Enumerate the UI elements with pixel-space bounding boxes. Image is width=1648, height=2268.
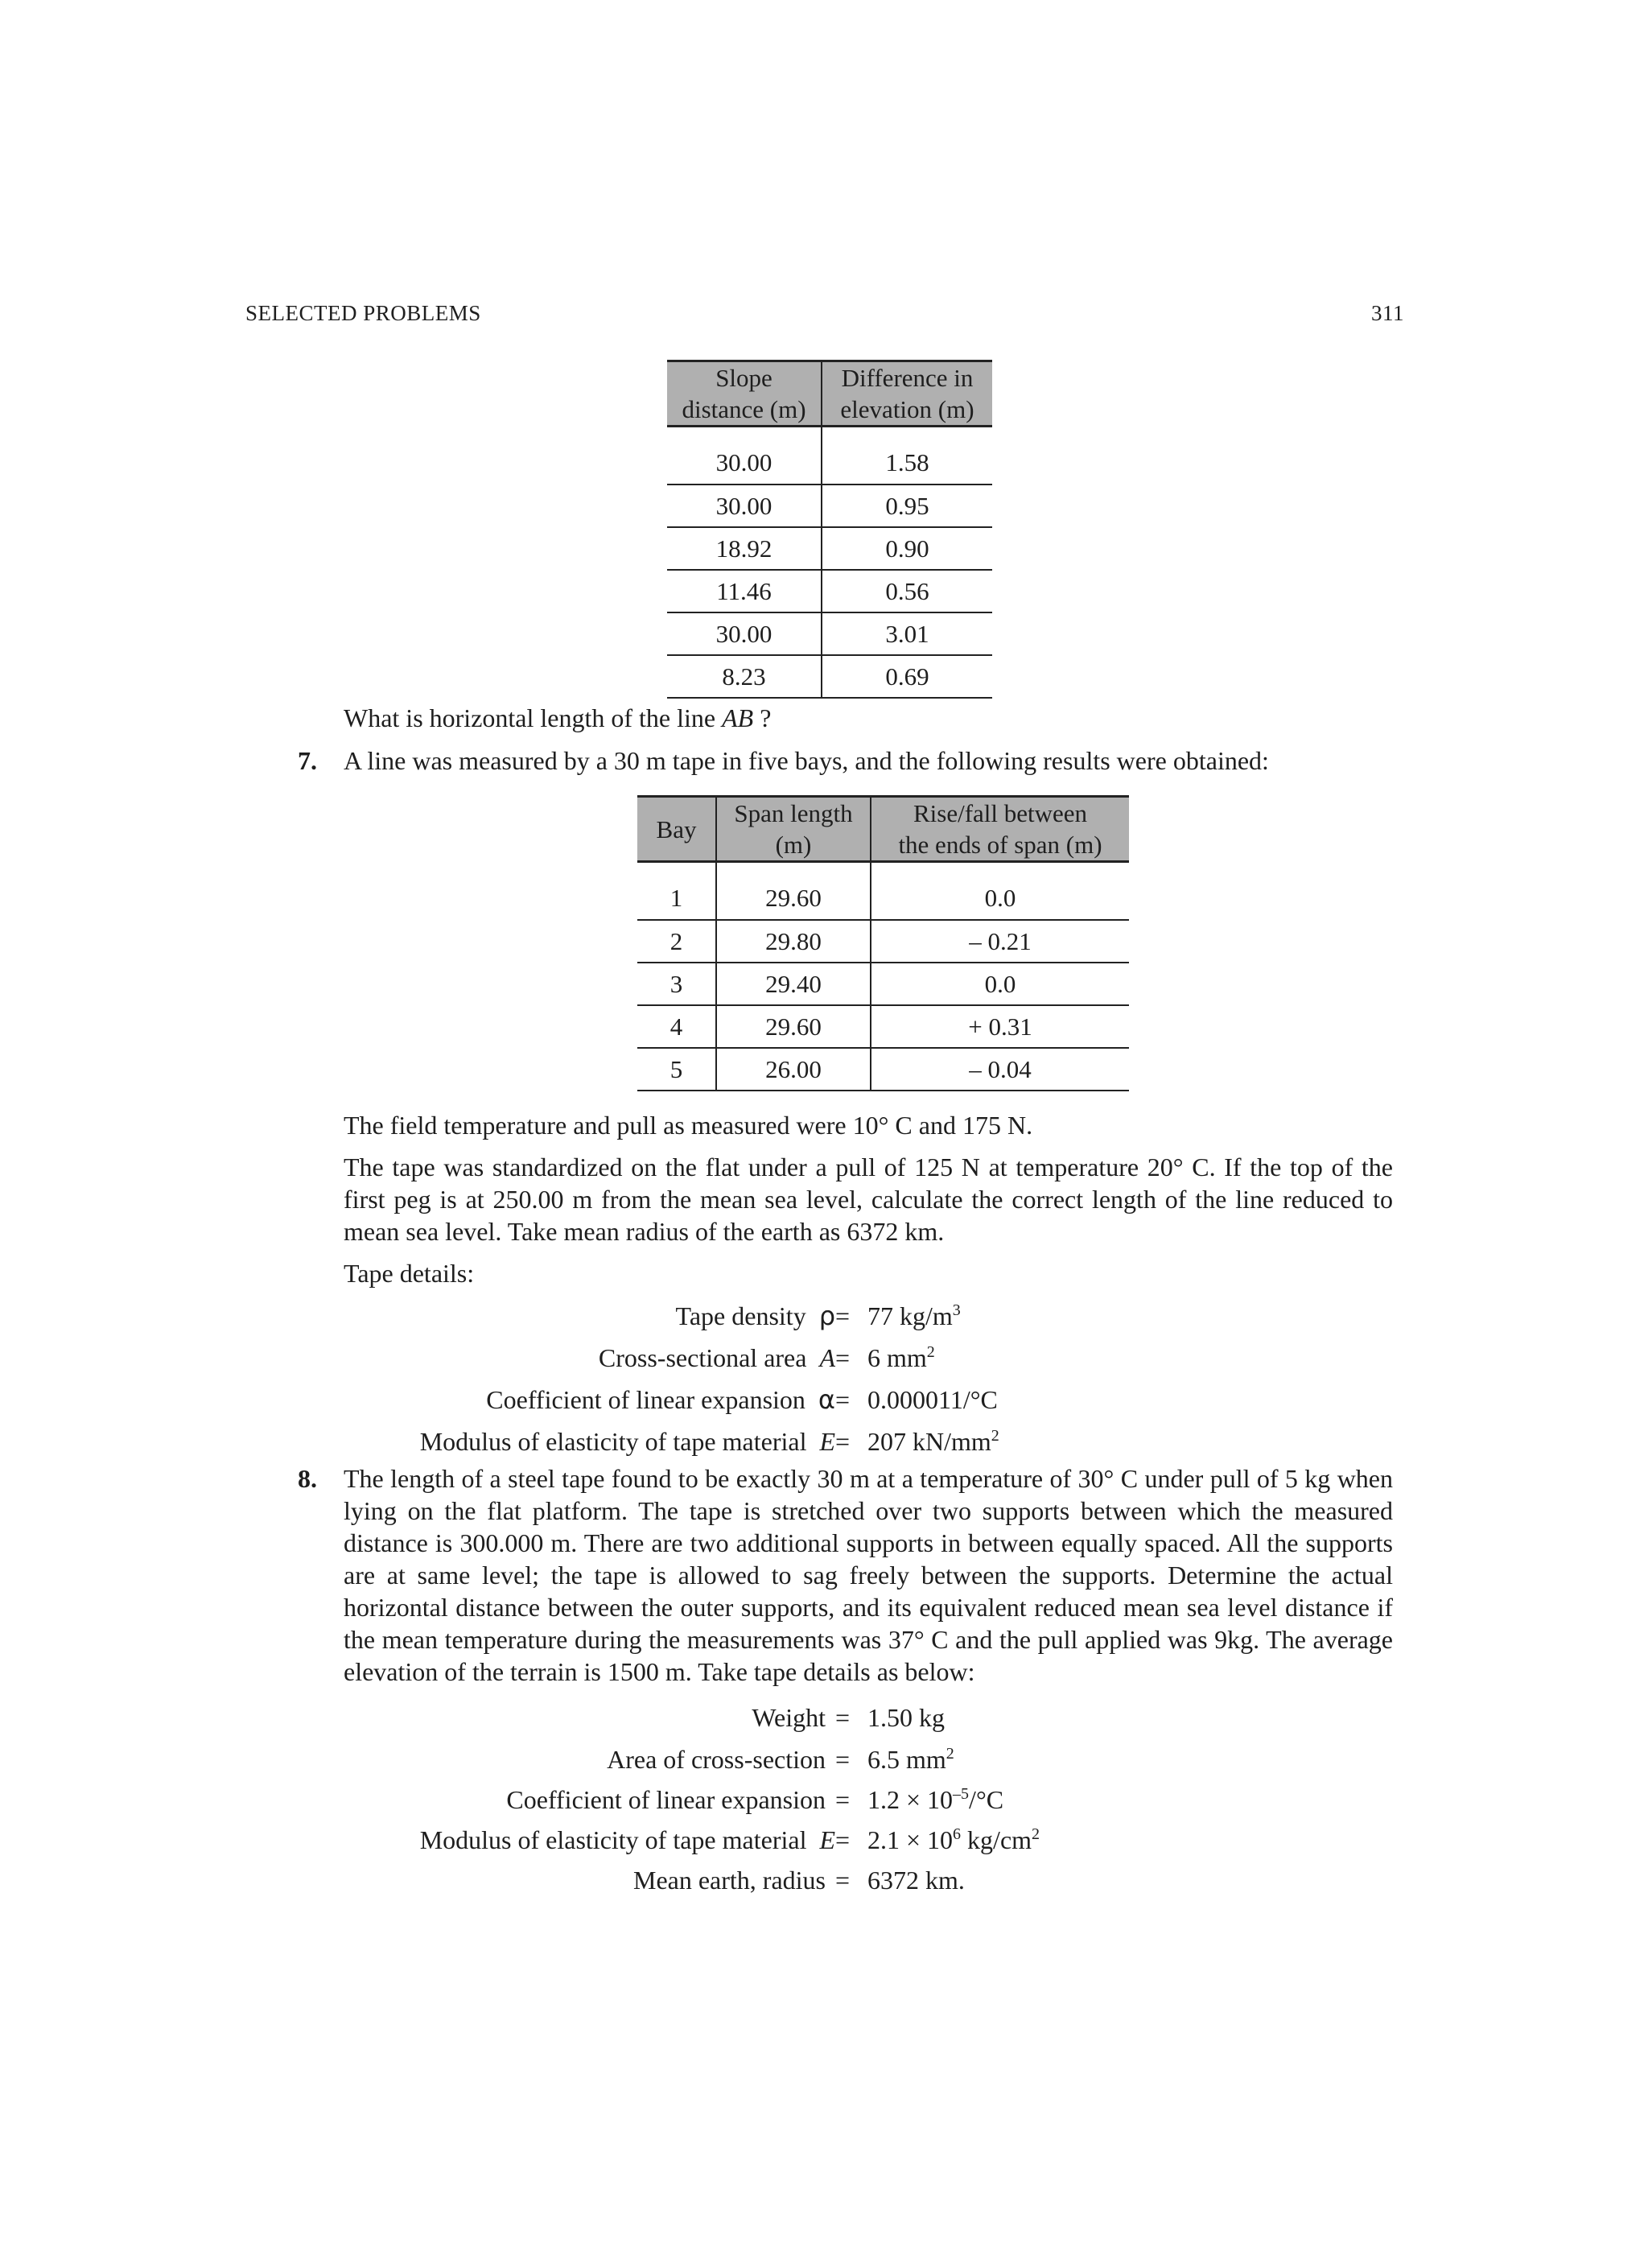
detail-row: Modulus of elasticity of tape material E = 207 $kN/mm^2$ [419, 1427, 999, 1456]
table-row: 3 29.40 0.0 [637, 963, 1129, 1005]
table-row: 8.23 0.69 [667, 655, 992, 698]
table-row: 1 29.60 0.0 [637, 877, 1129, 920]
table-row: 30.00 0.95 [667, 485, 992, 527]
running-header-title: SELECTED PROBLEMS [245, 301, 481, 325]
table-row: 2 29.80 – 0.21 [637, 920, 1129, 963]
detail-row: Tape density ρ = 77 $kg/m^3$ [675, 1301, 961, 1331]
problem-7-intro: A line was measured by a 30 m tape in five bays, and the following results were obtained: [344, 746, 1269, 775]
detail-row: Modulus of elasticity of tape material E = $2.1 \times 10^6$ $kg/cm^2$ [419, 1825, 1040, 1854]
problem-7-number: 7. [298, 746, 317, 775]
span-length-header: Span length (m) [716, 797, 871, 862]
slope-table [667, 360, 992, 699]
slope-distance-header: Slope distance (m) [667, 361, 822, 427]
table-row: 11.46 0.56 [667, 570, 992, 612]
detail-row: Area of cross-section = 6.5 $mm^2$ [607, 1745, 954, 1774]
table-row: 5 26.00 – 0.04 [637, 1048, 1129, 1091]
detail-row: Coefficient of linear expansion = $1.2 \times 10^{-5}/^\circ C$ [506, 1785, 1004, 1814]
question-6-tail: What is horizontal length of the line AB ? [344, 703, 772, 732]
bay-header: Bay [637, 797, 716, 862]
detail-row: Weight = 1.50 kg [752, 1703, 945, 1732]
rise-fall-header: Rise/fall between the ends of span (m) [871, 797, 1129, 862]
elevation-difference-header: Difference in elevation (m) [822, 361, 992, 427]
table-row: 4 29.60 + 0.31 [637, 1005, 1129, 1048]
problem-8-number: 8. [298, 1464, 317, 1493]
detail-row: Mean earth, radius = 6372 km. [632, 1866, 965, 1895]
problem-7-description: The tape was standardized on the flat under a pull of 125 N at temperature 20° C. If the top of the first peg is at 250.00 m from the mean sea level, calculate the correct length of the line reduced to mean sea level. Take mean radius of the earth as 6372 km. [344, 1153, 1393, 1246]
page-number: 311 [1371, 301, 1404, 325]
problem-7-tape-details-label: Tape details: [344, 1259, 475, 1288]
detail-row: Coefficient of linear expansion α = 0.000011/°C [486, 1384, 998, 1415]
table-row: 18.92 0.90 [667, 527, 992, 570]
problem-7-field-conditions: The field temperature and pull as measured were 10° C and 175 N. [344, 1111, 1033, 1140]
table-row: 30.00 1.58 [667, 442, 992, 485]
table-row: 30.00 3.01 [667, 612, 992, 655]
bay-table [637, 795, 1129, 1091]
problem-8-description: The length of a steel tape found to be exactly 30 m at a temperature of 30° C under pull of 5 kg when lying on the flat platform. The tape is stretched over two supports between which the measured distance is 300.000 m. There are two additional supports in between equally spaced. All the supports are at same level; the tape is allowed to sag freely between the supports. Determine the actual horizontal distance between the outer supports, and its equivalent reduced mean sea level distance if the mean temperature during the measurements was 37° C and the pull applied was 9kg. The average elevation of the terrain is 1500 m. Take tape details as below: [344, 1464, 1393, 1686]
detail-row: Cross-sectional area A = 6 $mm^2$ [598, 1343, 935, 1372]
